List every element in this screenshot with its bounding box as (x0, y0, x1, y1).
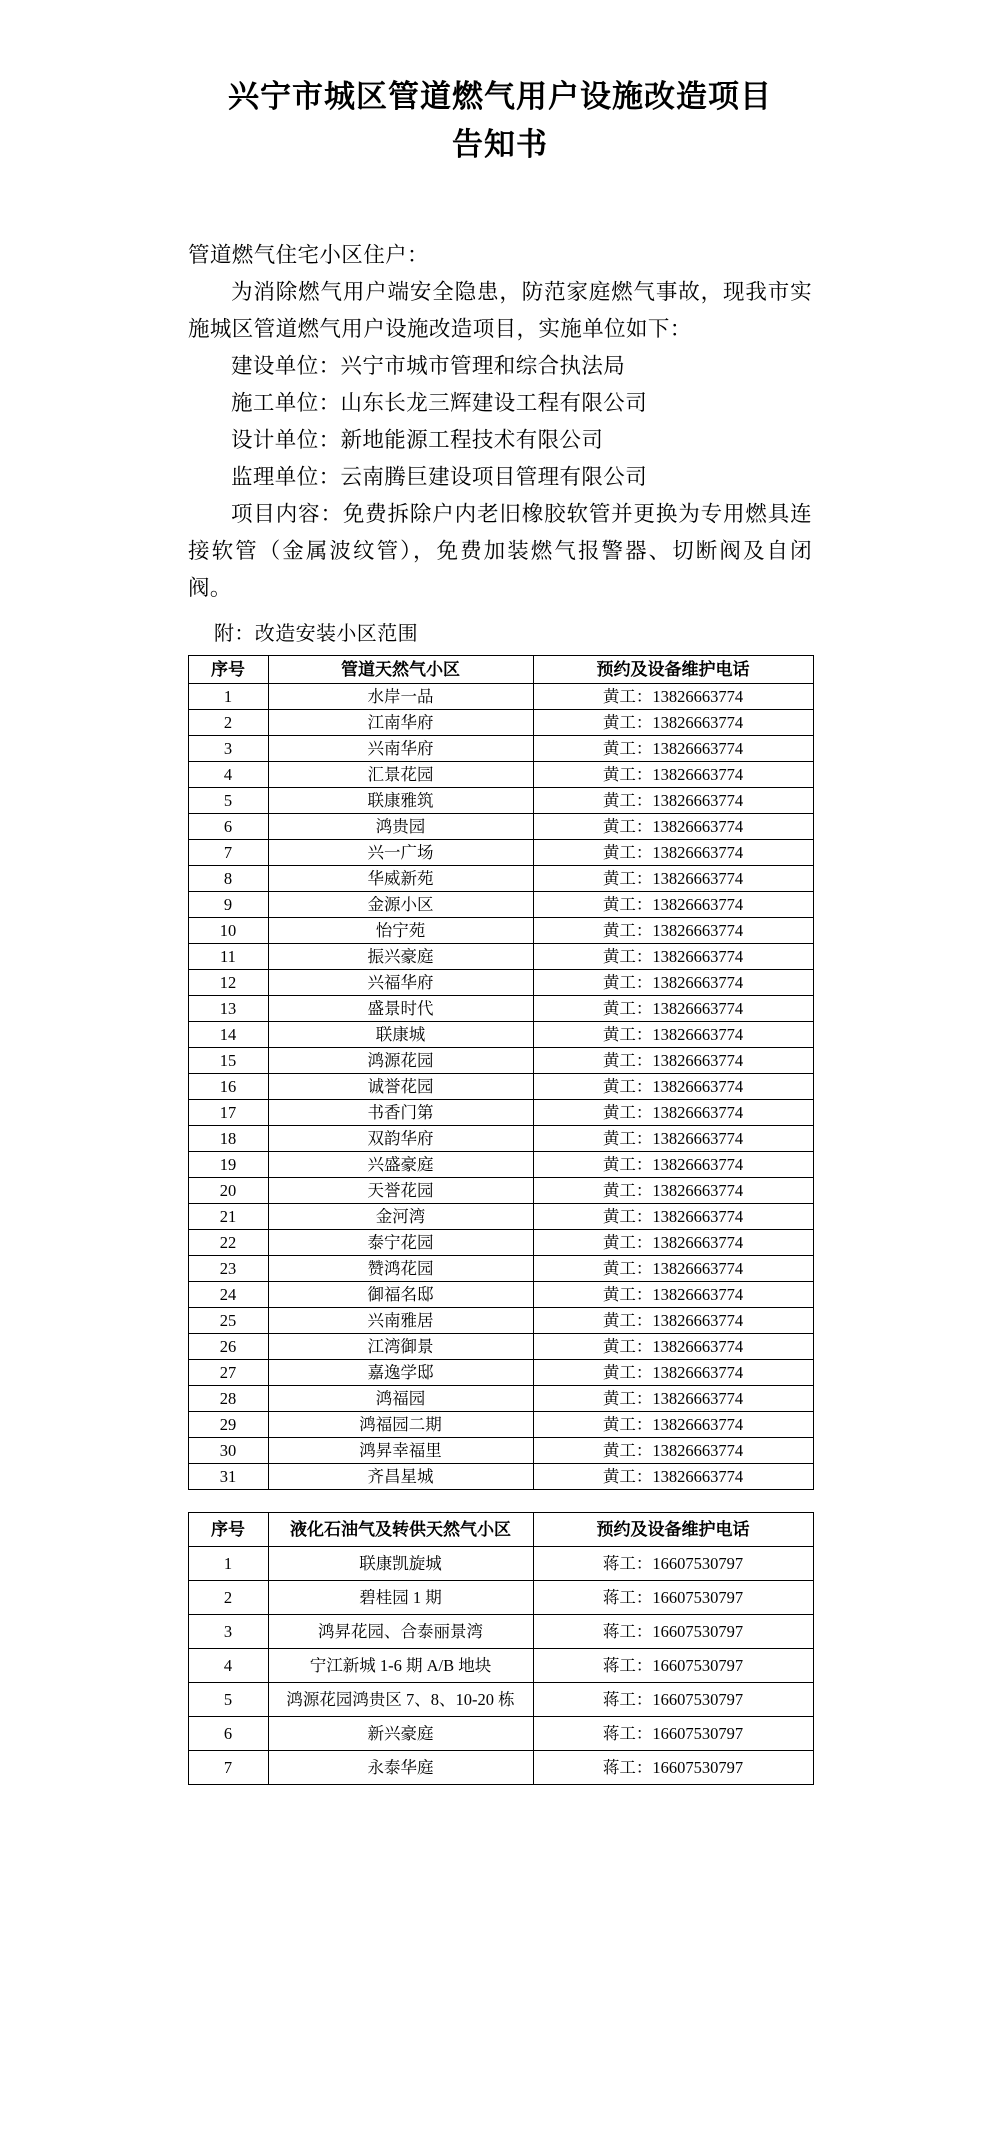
cell-phone: 黄工：13826663774 (533, 943, 813, 969)
document-body (188, 187, 812, 651)
cell-community: 鸿福园 (268, 1385, 533, 1411)
unit-contractor: 施工单位：山东长龙三辉建设工程有限公司 (231, 390, 648, 415)
table-row (188, 1099, 813, 1125)
table-row (188, 1437, 813, 1463)
cell-community: 江南华府 (268, 709, 533, 735)
table-header-row (188, 655, 813, 683)
table-row (188, 1151, 813, 1177)
table-row (188, 1463, 813, 1489)
cell-no: 10 (188, 917, 268, 943)
table-row (188, 1385, 813, 1411)
cell-no: 13 (188, 995, 268, 1021)
natural-gas-table (188, 655, 814, 1490)
cell-community: 鸿贵园 (268, 813, 533, 839)
cell-phone: 黄工：13826663774 (533, 1073, 813, 1099)
project-content: 项目内容：免费拆除户内老旧橡胶软管并更换为专用燃具连接软管（金属波纹管），免费加装燃气报警器、切断阀及自闭阀。 (188, 501, 812, 600)
cell-phone: 黄工：13826663774 (533, 1177, 813, 1203)
table-row (188, 1716, 813, 1750)
cell-community: 兴南雅居 (268, 1307, 533, 1333)
table-row (188, 865, 813, 891)
paragraph-intro: 为消除燃气用户端安全隐患，防范家庭燃气事故，现我市实施城区管道燃气用户设施改造项目，实施单位如下： (188, 279, 812, 341)
table-row (188, 1614, 813, 1648)
cell-community: 水岸一品 (268, 683, 533, 709)
cell-no: 25 (188, 1307, 268, 1333)
cell-phone: 黄工：13826663774 (533, 865, 813, 891)
table-row (188, 995, 813, 1021)
cell-phone: 蒋工：16607530797 (533, 1648, 813, 1682)
cell-no: 11 (188, 943, 268, 969)
cell-no: 15 (188, 1047, 268, 1073)
table-header-row (188, 1512, 813, 1546)
table-row (188, 1177, 813, 1203)
unit-supervision: 监理单位：云南腾巨建设项目管理有限公司 (231, 464, 648, 489)
document-page (0, 21, 1000, 2140)
cell-phone: 黄工：13826663774 (533, 839, 813, 865)
cell-no: 2 (188, 1580, 268, 1614)
cell-community: 宁江新城 1-6 期 A/B 地块 (268, 1648, 533, 1682)
cell-community: 诚誉花园 (268, 1073, 533, 1099)
cell-community: 联康凯旋城 (268, 1546, 533, 1580)
table-row (188, 1229, 813, 1255)
table-row (188, 1255, 813, 1281)
title-line-1: 兴宁市城区管道燃气用户设施改造项目 (228, 78, 772, 114)
cell-phone: 黄工：13826663774 (533, 891, 813, 917)
cell-no: 29 (188, 1411, 268, 1437)
cell-phone: 黄工：13826663774 (533, 1151, 813, 1177)
cell-community: 金源小区 (268, 891, 533, 917)
cell-phone: 黄工：13826663774 (533, 969, 813, 995)
cell-community: 兴一广场 (268, 839, 533, 865)
table-row (188, 1073, 813, 1099)
cell-community: 嘉逸学邸 (268, 1359, 533, 1385)
cell-community: 双韵华府 (268, 1125, 533, 1151)
cell-no: 9 (188, 891, 268, 917)
table-row (188, 1281, 813, 1307)
cell-community: 齐昌星城 (268, 1463, 533, 1489)
cell-community: 联康城 (268, 1021, 533, 1047)
cell-no: 1 (188, 1546, 268, 1580)
col-header-community: 液化石油气及转供天然气小区 (268, 1512, 533, 1546)
cell-phone: 黄工：13826663774 (533, 1255, 813, 1281)
cell-no: 1 (188, 683, 268, 709)
natural-gas-table-wrap (188, 655, 813, 1490)
cell-no: 22 (188, 1229, 268, 1255)
cell-no: 28 (188, 1385, 268, 1411)
cell-phone: 黄工：13826663774 (533, 1463, 813, 1489)
cell-no: 18 (188, 1125, 268, 1151)
table-row (188, 761, 813, 787)
cell-phone: 黄工：13826663774 (533, 1281, 813, 1307)
cell-phone: 黄工：13826663774 (533, 1411, 813, 1437)
cell-no: 6 (188, 1716, 268, 1750)
cell-phone: 黄工：13826663774 (533, 1047, 813, 1073)
cell-phone: 黄工：13826663774 (533, 1099, 813, 1125)
table-row (188, 1411, 813, 1437)
table-separator (0, 1490, 1000, 1512)
cell-no: 21 (188, 1203, 268, 1229)
cell-no: 4 (188, 761, 268, 787)
cell-community: 怡宁苑 (268, 917, 533, 943)
cell-community: 兴盛豪庭 (268, 1151, 533, 1177)
cell-community: 御福名邸 (268, 1281, 533, 1307)
cell-community: 兴福华府 (268, 969, 533, 995)
cell-phone: 蒋工：16607530797 (533, 1614, 813, 1648)
cell-no: 17 (188, 1099, 268, 1125)
cell-no: 19 (188, 1151, 268, 1177)
cell-community: 泰宁花园 (268, 1229, 533, 1255)
cell-phone: 黄工：13826663774 (533, 1437, 813, 1463)
cell-no: 5 (188, 787, 268, 813)
cell-community: 鸿源花园 (268, 1047, 533, 1073)
cell-no: 31 (188, 1463, 268, 1489)
table-row (188, 1750, 813, 1784)
cell-no: 24 (188, 1281, 268, 1307)
lpg-table-wrap (188, 1512, 813, 1785)
cell-community: 华威新苑 (268, 865, 533, 891)
cell-community: 鸿昇花园、合泰丽景湾 (268, 1614, 533, 1648)
cell-no: 23 (188, 1255, 268, 1281)
cell-no: 5 (188, 1682, 268, 1716)
table-row (188, 813, 813, 839)
col-header-phone: 预约及设备维护电话 (533, 655, 813, 683)
cell-no: 6 (188, 813, 268, 839)
table-row (188, 891, 813, 917)
cell-community: 碧桂园 1 期 (268, 1580, 533, 1614)
cell-no: 7 (188, 839, 268, 865)
cell-phone: 蒋工：16607530797 (533, 1546, 813, 1580)
table-row (188, 1682, 813, 1716)
cell-no: 12 (188, 969, 268, 995)
cell-no: 20 (188, 1177, 268, 1203)
table-row (188, 917, 813, 943)
col-header-no: 序号 (188, 1512, 268, 1546)
cell-phone: 蒋工：16607530797 (533, 1682, 813, 1716)
cell-no: 7 (188, 1750, 268, 1784)
cell-community: 汇景花园 (268, 761, 533, 787)
cell-community: 鸿福园二期 (268, 1411, 533, 1437)
cell-phone: 蒋工：16607530797 (533, 1750, 813, 1784)
page-title (0, 21, 1000, 166)
table-row (188, 709, 813, 735)
cell-phone: 黄工：13826663774 (533, 761, 813, 787)
col-header-phone: 预约及设备维护电话 (533, 1512, 813, 1546)
cell-phone: 黄工：13826663774 (533, 1125, 813, 1151)
cell-phone: 黄工：13826663774 (533, 1203, 813, 1229)
title-line-2: 告知书 (452, 126, 548, 162)
cell-no: 2 (188, 709, 268, 735)
cell-community: 鸿源花园鸿贵区 7、8、10-20 栋 (268, 1682, 533, 1716)
cell-phone: 黄工：13826663774 (533, 1385, 813, 1411)
cell-phone: 黄工：13826663774 (533, 1359, 813, 1385)
table-row (188, 1648, 813, 1682)
table-row (188, 1125, 813, 1151)
table-row (188, 839, 813, 865)
cell-community: 新兴豪庭 (268, 1716, 533, 1750)
cell-phone: 黄工：13826663774 (533, 995, 813, 1021)
cell-community: 书香门第 (268, 1099, 533, 1125)
unit-design: 设计单位：新地能源工程技术有限公司 (231, 427, 604, 452)
col-header-community: 管道天然气小区 (268, 655, 533, 683)
table-row (188, 1047, 813, 1073)
cell-phone: 蒋工：16607530797 (533, 1716, 813, 1750)
cell-community: 振兴豪庭 (268, 943, 533, 969)
cell-no: 30 (188, 1437, 268, 1463)
cell-phone: 蒋工：16607530797 (533, 1580, 813, 1614)
cell-community: 金河湾 (268, 1203, 533, 1229)
cell-no: 16 (188, 1073, 268, 1099)
cell-no: 3 (188, 735, 268, 761)
lpg-table (188, 1512, 814, 1785)
col-header-no: 序号 (188, 655, 268, 683)
table-row (188, 1333, 813, 1359)
table-row (188, 735, 813, 761)
cell-phone: 黄工：13826663774 (533, 813, 813, 839)
table-row (188, 787, 813, 813)
cell-phone: 黄工：13826663774 (533, 1021, 813, 1047)
natural-gas-table-body (188, 683, 813, 1489)
cell-no: 27 (188, 1359, 268, 1385)
cell-community: 联康雅筑 (268, 787, 533, 813)
cell-phone: 黄工：13826663774 (533, 917, 813, 943)
lpg-table-body (188, 1546, 813, 1784)
cell-phone: 黄工：13826663774 (533, 1333, 813, 1359)
table-row (188, 1580, 813, 1614)
table-row (188, 1359, 813, 1385)
cell-phone: 黄工：13826663774 (533, 735, 813, 761)
table-row (188, 943, 813, 969)
salutation: 管道燃气住宅小区住户： (188, 242, 429, 267)
table-row (188, 683, 813, 709)
cell-phone: 黄工：13826663774 (533, 1229, 813, 1255)
table-row (188, 1021, 813, 1047)
cell-phone: 黄工：13826663774 (533, 787, 813, 813)
cell-phone: 黄工：13826663774 (533, 1307, 813, 1333)
cell-no: 3 (188, 1614, 268, 1648)
cell-community: 江湾御景 (268, 1333, 533, 1359)
cell-no: 8 (188, 865, 268, 891)
cell-phone: 黄工：13826663774 (533, 709, 813, 735)
table-row (188, 969, 813, 995)
cell-community: 天誉花园 (268, 1177, 533, 1203)
table-row (188, 1307, 813, 1333)
cell-community: 鸿昇幸福里 (268, 1437, 533, 1463)
cell-phone: 黄工：13826663774 (533, 683, 813, 709)
unit-construction: 建设单位：兴宁市城市管理和综合执法局 (231, 353, 626, 378)
attachment-label: 附：改造安装小区范围 (214, 622, 418, 645)
cell-no: 4 (188, 1648, 268, 1682)
table-row (188, 1203, 813, 1229)
cell-no: 14 (188, 1021, 268, 1047)
cell-no: 26 (188, 1333, 268, 1359)
cell-community: 永泰华庭 (268, 1750, 533, 1784)
table-row (188, 1546, 813, 1580)
cell-community: 兴南华府 (268, 735, 533, 761)
cell-community: 盛景时代 (268, 995, 533, 1021)
cell-community: 赞鸿花园 (268, 1255, 533, 1281)
